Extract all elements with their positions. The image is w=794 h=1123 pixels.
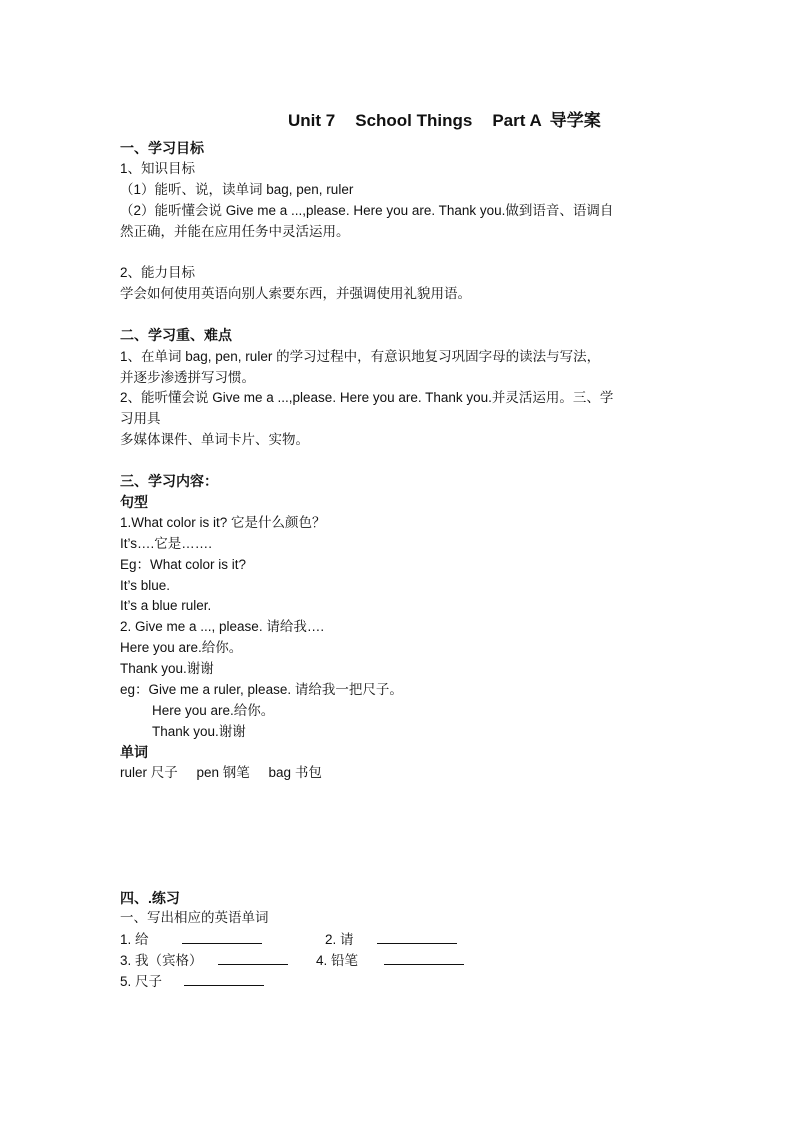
sentence-7: Here you are.给你。 [120, 640, 243, 655]
sentences-heading: 句型 [120, 494, 148, 510]
exercise-q3 [120, 950, 288, 971]
section1-item1: （1）能听、说，读单词 bag, pen, ruler [120, 182, 354, 197]
sentence-5: It’s a blue ruler. [120, 598, 212, 613]
page-title [288, 106, 601, 131]
section2-p1a: 1、在单词 bag, pen, ruler 的学习过程中，有意识地复习巩固字母的读法与写法， [120, 349, 601, 364]
exercise-q4-label: 4. 铅笔 [316, 953, 359, 968]
exercise-q5 [120, 971, 264, 992]
section2-heading: 二、学习重、难点 [120, 327, 232, 343]
exercise-q1 [120, 929, 262, 950]
section1-sub1: 1、知识目标 [120, 161, 196, 176]
section4-sub: 一、写出相应的英语单词 [120, 910, 269, 925]
section1-item2b: 然正确，并能在应用任务中灵活运用。 [120, 224, 350, 239]
sentence-11: Thank you.谢谢 [152, 724, 246, 739]
exercise-q1-blank[interactable] [182, 929, 262, 944]
exercise-q1-label: 1. 给 [120, 932, 149, 947]
section1-heading: 一、学习目标 [120, 140, 204, 156]
sentence-4: It’s blue. [120, 578, 171, 593]
title-unit: Unit 7 [288, 111, 336, 130]
section2-p3: 多媒体课件、单词卡片、实物。 [120, 432, 309, 447]
sentence-10: Here you are.给你。 [152, 703, 275, 718]
sentence-8: Thank you.谢谢 [120, 661, 214, 676]
sentence-1: 1.What color is it? 它是什么颜色？ [120, 515, 326, 530]
sentence-2: It’s….它是……. [120, 536, 213, 551]
section1-item2a: （2）能听懂会说 Give me a ...,please. Here you are. Thank you.做到语音、语调自 [120, 203, 614, 218]
section1-item3: 学会如何使用英语向别人索要东西，并强调使用礼貌用语。 [120, 286, 471, 301]
section2-p2b: 习用具 [120, 411, 161, 426]
section2-p1b: 并逐步渗透拼写习惯。 [120, 370, 255, 385]
sentence-3: Eg：What color is it? [120, 557, 247, 572]
section2-p2a: 2、能听懂会说 Give me a ...,please. Here you are. Thank you.并灵活运用。三、学 [120, 390, 614, 405]
exercise-q5-label: 5. 尺子 [120, 974, 163, 989]
exercise-q3-blank[interactable] [218, 950, 288, 965]
exercise-q2-label: 2. 请 [325, 932, 354, 947]
exercise-q2-blank[interactable] [377, 929, 457, 944]
words-heading: 单词 [120, 744, 148, 760]
words-list: ruler 尺子 pen 钢笔 bag 书包 [120, 765, 322, 780]
sentence-6: 2. Give me a ..., please. 请给我…. [120, 619, 325, 634]
section3-heading: 三、学习内容： [120, 473, 218, 489]
title-suffix: 导学案 [549, 111, 601, 130]
section4-heading: 四、.练习 [120, 890, 180, 906]
exercise-q2 [325, 929, 457, 950]
exercise-q3-label: 3. 我（宾格） [120, 953, 203, 968]
title-part: Part A [492, 111, 542, 130]
section1-sub2: 2、能力目标 [120, 265, 196, 280]
title-topic: School Things [355, 111, 473, 130]
exercise-q4 [316, 950, 464, 971]
exercise-q4-blank[interactable] [384, 950, 464, 965]
sentence-9: eg：Give me a ruler, please. 请给我一把尺子。 [120, 682, 403, 697]
exercise-q5-blank[interactable] [184, 971, 264, 986]
